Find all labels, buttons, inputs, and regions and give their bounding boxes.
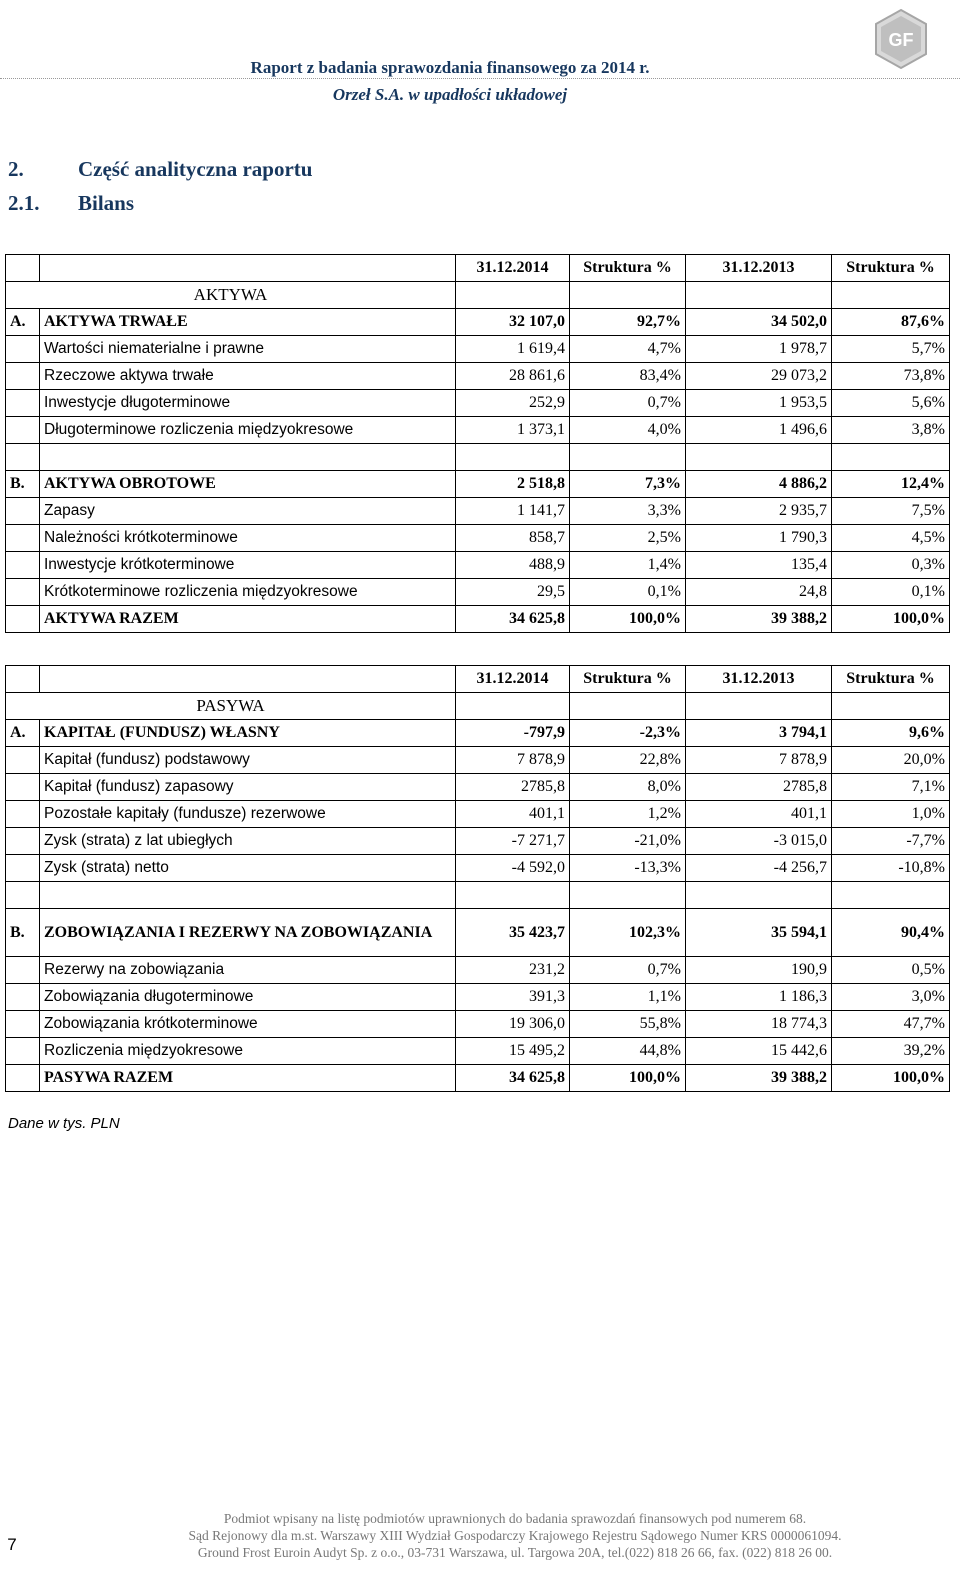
- structure-2014: 100,0%: [570, 606, 686, 633]
- table-row: [6, 606, 950, 633]
- value-2013: 24,8: [686, 579, 832, 606]
- header-divider: [0, 78, 960, 79]
- value-2014: 2785,8: [456, 774, 570, 801]
- column-header: Struktura %: [570, 255, 686, 282]
- structure-2013: 1,0%: [832, 801, 950, 828]
- column-header: 31.12.2014: [456, 255, 570, 282]
- spacer-row: [6, 882, 950, 909]
- footer-line: Sąd Rejonowy dla m.st. Warszawy XIII Wydział Gospodarczy Krajowego Rejestru Sądowego Numer KRS 0000061094.: [188, 1528, 842, 1543]
- structure-2013: 3,0%: [832, 984, 950, 1011]
- row-label: Zapasy: [40, 498, 456, 525]
- value-2014: 15 495,2: [456, 1038, 570, 1065]
- table-row: [6, 471, 950, 498]
- table-row: [6, 801, 950, 828]
- value-2013: 1 790,3: [686, 525, 832, 552]
- value-2014: 35 423,7: [456, 909, 570, 957]
- table-row: [6, 552, 950, 579]
- assets-table: [5, 254, 950, 633]
- table-row: [6, 957, 950, 984]
- table-row: [6, 363, 950, 390]
- row-label: Należności krótkoterminowe: [40, 525, 456, 552]
- structure-2013: 87,6%: [832, 309, 950, 336]
- table-row: [6, 498, 950, 525]
- subsection-number: 2.1.: [8, 191, 40, 215]
- value-2013: 35 594,1: [686, 909, 832, 957]
- section-title: Część analityczna raportu: [78, 157, 313, 181]
- row-letter: [6, 957, 40, 984]
- spacer-row: [6, 444, 950, 471]
- structure-2014: 1,2%: [570, 801, 686, 828]
- row-label: Wartości niematerialne i prawne: [40, 336, 456, 363]
- table-row: [6, 336, 950, 363]
- structure-2013: 3,8%: [832, 417, 950, 444]
- structure-2013: 100,0%: [832, 1065, 950, 1092]
- table-row: [6, 909, 950, 957]
- blank-cell: [40, 882, 456, 909]
- row-letter: [6, 363, 40, 390]
- value-2013: 15 442,6: [686, 1038, 832, 1065]
- table-row: [6, 525, 950, 552]
- value-2013: 1 496,6: [686, 417, 832, 444]
- row-letter: [6, 855, 40, 882]
- logo-icon: [870, 8, 932, 70]
- header-blank: [40, 666, 456, 693]
- structure-2014: 0,7%: [570, 390, 686, 417]
- row-label: ZOBOWIĄZANIA I REZERWY NA ZOBOWIĄZANIA: [40, 909, 456, 957]
- structure-2013: 73,8%: [832, 363, 950, 390]
- blank-cell: [832, 282, 950, 309]
- value-2013: 2 935,7: [686, 498, 832, 525]
- blank-cell: [570, 282, 686, 309]
- report-title: Raport z badania sprawozdania finansowego za 2014 r.: [250, 58, 650, 77]
- section-heading: [8, 157, 312, 182]
- row-label: Pozostałe kapitały (fundusze) rezerwowe: [40, 801, 456, 828]
- row-label: Zobowiązania długoterminowe: [40, 984, 456, 1011]
- value-2014: 252,9: [456, 390, 570, 417]
- value-2013: 190,9: [686, 957, 832, 984]
- blank-cell: [832, 882, 950, 909]
- table-row: [6, 1011, 950, 1038]
- section-title: AKTYWA: [6, 282, 456, 309]
- liabilities-table: [5, 665, 950, 1092]
- table-row: [6, 417, 950, 444]
- blank-cell: [570, 444, 686, 471]
- row-label: Długoterminowe rozliczenia międzyokresowe: [40, 417, 456, 444]
- value-2014: 401,1: [456, 801, 570, 828]
- table-row: [6, 984, 950, 1011]
- blank-cell: [686, 444, 832, 471]
- structure-2013: 7,1%: [832, 774, 950, 801]
- blank-cell: [456, 444, 570, 471]
- structure-2014: 3,3%: [570, 498, 686, 525]
- value-2014: 1 141,7: [456, 498, 570, 525]
- value-2013: 1 186,3: [686, 984, 832, 1011]
- column-header: 31.12.2013: [686, 255, 832, 282]
- row-letter: A.: [6, 720, 40, 747]
- structure-2013: 20,0%: [832, 747, 950, 774]
- table-row: [6, 579, 950, 606]
- structure-2014: -13,3%: [570, 855, 686, 882]
- row-label: AKTYWA OBROTOWE: [40, 471, 456, 498]
- blank-cell: [40, 444, 456, 471]
- value-2013: 401,1: [686, 801, 832, 828]
- table-row: [6, 1065, 950, 1092]
- row-letter: [6, 747, 40, 774]
- blank-cell: [570, 693, 686, 720]
- value-2013: 34 502,0: [686, 309, 832, 336]
- blank-cell: [570, 882, 686, 909]
- structure-2014: 7,3%: [570, 471, 686, 498]
- value-2014: 858,7: [456, 525, 570, 552]
- row-letter: [6, 579, 40, 606]
- company-name: Orzeł S.A. w upadłości układowej: [332, 85, 568, 104]
- structure-2014: -2,3%: [570, 720, 686, 747]
- footer-line: Podmiot wpisany na listę podmiotów uprawnionych do badania sprawozdań finansowych pod numerem 68.: [223, 1511, 807, 1526]
- row-label: Kapitał (fundusz) zapasowy: [40, 774, 456, 801]
- structure-2014: 55,8%: [570, 1011, 686, 1038]
- structure-2014: 92,7%: [570, 309, 686, 336]
- structure-2013: 0,1%: [832, 579, 950, 606]
- value-2014: 7 878,9: [456, 747, 570, 774]
- structure-2013: 5,7%: [832, 336, 950, 363]
- row-label: Rzeczowe aktywa trwałe: [40, 363, 456, 390]
- value-2013: 39 388,2: [686, 606, 832, 633]
- row-letter: [6, 828, 40, 855]
- row-label: Zysk (strata) netto: [40, 855, 456, 882]
- structure-2014: -21,0%: [570, 828, 686, 855]
- value-2014: 1 373,1: [456, 417, 570, 444]
- value-2014: 29,5: [456, 579, 570, 606]
- structure-2013: 7,5%: [832, 498, 950, 525]
- structure-2014: 102,3%: [570, 909, 686, 957]
- structure-2014: 8,0%: [570, 774, 686, 801]
- structure-2013: 12,4%: [832, 471, 950, 498]
- page-number: 7: [7, 1535, 17, 1554]
- row-letter: [6, 774, 40, 801]
- row-label: Rozliczenia międzyokresowe: [40, 1038, 456, 1065]
- table-row: [6, 720, 950, 747]
- structure-2014: 100,0%: [570, 1065, 686, 1092]
- row-letter: [6, 417, 40, 444]
- structure-2014: 2,5%: [570, 525, 686, 552]
- value-2013: -3 015,0: [686, 828, 832, 855]
- section-title: PASYWA: [6, 693, 456, 720]
- value-2014: 34 625,8: [456, 1065, 570, 1092]
- row-letter: [6, 606, 40, 633]
- value-2014: -7 271,7: [456, 828, 570, 855]
- blank-cell: [456, 882, 570, 909]
- logo-text: GF: [888, 30, 914, 50]
- header-blank: [6, 255, 40, 282]
- blank-cell: [686, 693, 832, 720]
- blank-cell: [832, 444, 950, 471]
- structure-2014: 83,4%: [570, 363, 686, 390]
- table-row: [6, 855, 950, 882]
- row-label: Inwestycje długoterminowe: [40, 390, 456, 417]
- value-2014: 32 107,0: [456, 309, 570, 336]
- value-2014: 19 306,0: [456, 1011, 570, 1038]
- subsection-title: Bilans: [78, 191, 135, 215]
- value-2013: 3 794,1: [686, 720, 832, 747]
- value-2014: -797,9: [456, 720, 570, 747]
- row-letter: [6, 1011, 40, 1038]
- value-2013: 29 073,2: [686, 363, 832, 390]
- footer: [70, 1510, 960, 1561]
- row-letter: [6, 801, 40, 828]
- structure-2013: 90,4%: [832, 909, 950, 957]
- structure-2013: 4,5%: [832, 525, 950, 552]
- value-2014: -4 592,0: [456, 855, 570, 882]
- structure-2013: 5,6%: [832, 390, 950, 417]
- structure-2014: 1,4%: [570, 552, 686, 579]
- structure-2014: 4,0%: [570, 417, 686, 444]
- column-header: Struktura %: [832, 666, 950, 693]
- row-letter: [6, 498, 40, 525]
- footer-line: Ground Frost Euroin Audyt Sp. z o.o., 03-731 Warszawa, ul. Targowa 20A, tel.(022) 818 26 66, fax. (022) 818 26 00.: [197, 1545, 833, 1560]
- table-row: [6, 747, 950, 774]
- row-letter: [6, 390, 40, 417]
- subsection-heading: [8, 191, 134, 216]
- row-letter: B.: [6, 471, 40, 498]
- value-2014: 28 861,6: [456, 363, 570, 390]
- row-letter: [6, 1065, 40, 1092]
- row-label: AKTYWA RAZEM: [40, 606, 456, 633]
- row-letter: A.: [6, 309, 40, 336]
- column-header-row: [6, 255, 950, 282]
- structure-2013: 9,6%: [832, 720, 950, 747]
- value-2013: 1 953,5: [686, 390, 832, 417]
- value-2014: 1 619,4: [456, 336, 570, 363]
- section-title-row: [6, 693, 950, 720]
- row-label: KAPITAŁ (FUNDUSZ) WŁASNY: [40, 720, 456, 747]
- value-2013: 39 388,2: [686, 1065, 832, 1092]
- row-letter: [6, 336, 40, 363]
- value-2013: 135,4: [686, 552, 832, 579]
- column-header-row: [6, 666, 950, 693]
- row-letter: [6, 984, 40, 1011]
- structure-2014: 4,7%: [570, 336, 686, 363]
- structure-2013: -10,8%: [832, 855, 950, 882]
- row-letter: B.: [6, 909, 40, 957]
- row-label: Kapitał (fundusz) podstawowy: [40, 747, 456, 774]
- blank-cell: [686, 882, 832, 909]
- blank-cell: [6, 882, 40, 909]
- value-2013: 18 774,3: [686, 1011, 832, 1038]
- row-letter: [6, 525, 40, 552]
- value-2014: 2 518,8: [456, 471, 570, 498]
- section-title-row: [6, 282, 950, 309]
- structure-2013: 39,2%: [832, 1038, 950, 1065]
- structure-2014: 44,8%: [570, 1038, 686, 1065]
- table-row: [6, 774, 950, 801]
- header-blank: [6, 666, 40, 693]
- value-2013: -4 256,7: [686, 855, 832, 882]
- structure-2014: 0,7%: [570, 957, 686, 984]
- value-2014: 231,2: [456, 957, 570, 984]
- value-2013: 1 978,7: [686, 336, 832, 363]
- value-2013: 7 878,9: [686, 747, 832, 774]
- blank-cell: [832, 693, 950, 720]
- row-label: Zobowiązania krótkoterminowe: [40, 1011, 456, 1038]
- row-label: Krótkoterminowe rozliczenia międzyokresowe: [40, 579, 456, 606]
- column-header: 31.12.2013: [686, 666, 832, 693]
- table-row: [6, 828, 950, 855]
- blank-cell: [456, 282, 570, 309]
- column-header: Struktura %: [570, 666, 686, 693]
- blank-cell: [686, 282, 832, 309]
- structure-2014: 1,1%: [570, 984, 686, 1011]
- section-number: 2.: [8, 157, 24, 181]
- structure-2013: 47,7%: [832, 1011, 950, 1038]
- row-label: Inwestycje krótkoterminowe: [40, 552, 456, 579]
- row-label: PASYWA RAZEM: [40, 1065, 456, 1092]
- structure-2013: -7,7%: [832, 828, 950, 855]
- structure-2013: 100,0%: [832, 606, 950, 633]
- blank-cell: [6, 444, 40, 471]
- structure-2013: 0,3%: [832, 552, 950, 579]
- table-row: [6, 390, 950, 417]
- value-2014: 34 625,8: [456, 606, 570, 633]
- row-label: Zysk (strata) z lat ubiegłych: [40, 828, 456, 855]
- column-header: Struktura %: [832, 255, 950, 282]
- structure-2013: 0,5%: [832, 957, 950, 984]
- value-2014: 391,3: [456, 984, 570, 1011]
- structure-2014: 0,1%: [570, 579, 686, 606]
- row-letter: [6, 1038, 40, 1065]
- table-row: [6, 309, 950, 336]
- value-2013: 4 886,2: [686, 471, 832, 498]
- row-letter: [6, 552, 40, 579]
- row-label: AKTYWA TRWAŁE: [40, 309, 456, 336]
- value-2013: 2785,8: [686, 774, 832, 801]
- structure-2014: 22,8%: [570, 747, 686, 774]
- blank-cell: [456, 693, 570, 720]
- units-note: Dane w tys. PLN: [8, 1115, 120, 1132]
- row-label: Rezerwy na zobowiązania: [40, 957, 456, 984]
- header-blank: [40, 255, 456, 282]
- value-2014: 488,9: [456, 552, 570, 579]
- table-row: [6, 1038, 950, 1065]
- column-header: 31.12.2014: [456, 666, 570, 693]
